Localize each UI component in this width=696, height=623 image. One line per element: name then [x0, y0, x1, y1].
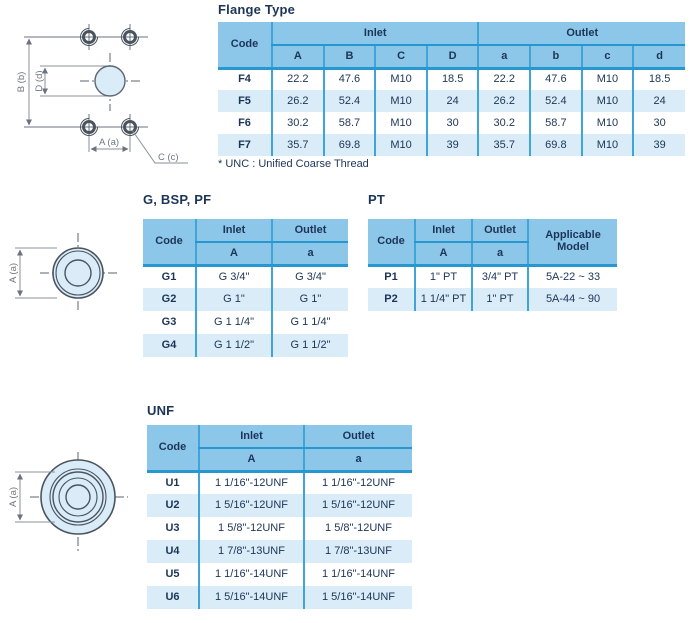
col-header-c: c — [582, 45, 634, 68]
unf-title: UNF — [147, 403, 175, 418]
cell-value: 47.6 — [324, 68, 376, 90]
flange-diagram — [8, 12, 208, 172]
cell-value: 30.2 — [478, 112, 530, 134]
cell-value: 39 — [427, 134, 479, 156]
cell-value: 35.7 — [478, 134, 530, 156]
cell-value: M10 — [375, 90, 427, 112]
cell-value: G 1 1/4" — [272, 311, 348, 334]
col-header-a: a — [272, 242, 348, 265]
table-row — [143, 288, 348, 311]
cell-value: 1 5/8"-12UNF — [199, 517, 304, 540]
row-code: F7 — [218, 134, 272, 156]
pt-table — [368, 219, 617, 311]
g-bsp-pf-table — [143, 219, 348, 357]
row-code: U1 — [165, 476, 180, 489]
col-header-a: a — [304, 448, 412, 471]
cell-value: 24 — [633, 90, 685, 112]
cell-value: 1 5/8"-12UNF — [304, 517, 412, 540]
col-header-outlet: Outlet — [272, 219, 348, 242]
cell-value: G 1 1/4" — [196, 311, 272, 334]
col-header-inlet: Inlet — [272, 22, 478, 45]
row-code: U5 — [165, 568, 180, 581]
cell-value: 39 — [633, 134, 685, 156]
cell-value: 5A-44 ~ 90 — [528, 288, 617, 311]
row-code: U2 — [147, 494, 199, 517]
cell-value: 1 5/16"-14UNF — [304, 586, 412, 609]
header-row-groups — [218, 22, 685, 45]
table-row — [143, 334, 348, 357]
cell-value: 26.2 — [272, 90, 324, 112]
col-header-outlet: Outlet — [472, 219, 528, 242]
cell-value: 1 7/8"-13UNF — [199, 540, 304, 563]
table-row — [368, 288, 617, 311]
cell-value: 26.2 — [478, 90, 530, 112]
cell-value: 69.8 — [530, 134, 582, 156]
row-code: U4 — [147, 540, 199, 563]
cell-value: 58.7 — [324, 112, 376, 134]
cell-value: 30 — [427, 112, 479, 134]
flange-type-title: Flange Type — [218, 2, 296, 17]
cell-value: 1 5/16"-12UNF — [199, 494, 304, 517]
cell-value: 18.5 — [633, 68, 685, 90]
cell-value: 1 1/16"-12UNF — [304, 471, 412, 494]
dim-label-d: D (d) — [34, 70, 45, 92]
row-code: P2 — [368, 288, 415, 311]
row-code: U3 — [165, 522, 180, 535]
dim-label-a: A (a) — [98, 137, 120, 148]
col-header-D: D — [427, 45, 479, 68]
header-row-dims — [218, 45, 685, 68]
header-row-groups — [147, 425, 412, 448]
cell-value: M10 — [582, 68, 634, 90]
dim-label-a: A (a) — [8, 262, 19, 284]
col-header-outlet: Outlet — [304, 425, 412, 448]
table-row — [218, 134, 685, 156]
cell-value: 1 1/16"-14UNF — [199, 563, 304, 586]
cell-value: G 1" — [196, 288, 272, 311]
col-header-code: Code — [147, 425, 199, 471]
col-header-d: d — [633, 45, 685, 68]
table-row — [143, 265, 348, 288]
cell-value: M10 — [375, 112, 427, 134]
cell-value: M10 — [582, 112, 634, 134]
table-row — [147, 586, 412, 609]
col-header-A: A — [272, 45, 324, 68]
dim-label-c: C (c) — [158, 152, 179, 163]
table-row — [143, 311, 348, 334]
col-header-A: A — [199, 448, 304, 471]
col-header-code: Code — [218, 22, 272, 68]
cell-value: M10 — [375, 68, 427, 90]
header-row-groups — [368, 219, 617, 242]
pt-title: PT — [368, 192, 386, 207]
cell-value: M10 — [582, 134, 634, 156]
cell-value: 35.7 — [272, 134, 324, 156]
cell-value: 58.7 — [530, 112, 582, 134]
cell-value: 1 7/8"-13UNF — [304, 540, 412, 563]
row-code: F6 — [238, 116, 251, 129]
unf-table — [147, 425, 412, 609]
row-code: G4 — [143, 334, 196, 357]
row-code: U6 — [147, 586, 199, 609]
header-row-groups — [143, 219, 348, 242]
cell-value: 52.4 — [530, 90, 582, 112]
table-row — [147, 540, 412, 563]
col-header-A: A — [415, 242, 472, 265]
cell-value: 1 1/4" PT — [415, 288, 472, 311]
cell-value: 47.6 — [530, 68, 582, 90]
col-header-inlet: Inlet — [415, 219, 472, 242]
cell-value: 30 — [633, 112, 685, 134]
cell-value: 22.2 — [272, 68, 324, 90]
cell-value: G 1 1/2" — [272, 334, 348, 357]
cell-value: G 3/4" — [272, 265, 348, 288]
cell-value: 1" PT — [415, 265, 472, 288]
cell-value: 5A-22 ~ 33 — [528, 265, 617, 288]
cell-value: 1 1/16"-12UNF — [199, 471, 304, 494]
port-circle — [95, 66, 125, 96]
g-port-diagram — [5, 228, 140, 323]
table-row — [218, 112, 685, 134]
row-code: F5 — [218, 90, 272, 112]
table-row — [147, 471, 412, 494]
col-header-outlet: Outlet — [478, 22, 685, 45]
table-row — [147, 563, 412, 586]
col-header-a: a — [472, 242, 528, 265]
unc-footnote: * UNC : Unified Coarse Thread — [218, 158, 369, 170]
unf-port-diagram — [5, 448, 140, 570]
cell-value: G 3/4" — [196, 265, 272, 288]
col-header-A: A — [196, 242, 272, 265]
cell-value: 1 5/16"-14UNF — [199, 586, 304, 609]
col-header-B: B — [324, 45, 376, 68]
cell-value: 18.5 — [427, 68, 479, 90]
g-bsp-pf-title: G, BSP, PF — [143, 192, 212, 207]
cell-value: G 1" — [272, 288, 348, 311]
col-header-code: Code — [368, 219, 415, 265]
dim-label-b: B (b) — [16, 71, 27, 93]
table-row — [147, 494, 412, 517]
col-header-applicable-model: Applicable Model — [528, 219, 617, 265]
col-header-inlet: Inlet — [196, 219, 272, 242]
table-row — [218, 90, 685, 112]
cell-value: 22.2 — [478, 68, 530, 90]
cell-value: M10 — [375, 134, 427, 156]
cell-value: 1 5/16"-12UNF — [304, 494, 412, 517]
flange-type-table — [218, 22, 685, 156]
cell-value: M10 — [582, 90, 634, 112]
row-code: F4 — [238, 73, 251, 86]
row-code: G1 — [161, 270, 177, 283]
dim-label-a: A (a) — [8, 486, 19, 508]
cell-value: 30.2 — [272, 112, 324, 134]
row-code: G2 — [143, 288, 196, 311]
cell-value: 24 — [427, 90, 479, 112]
row-code: G3 — [161, 316, 177, 329]
table-row — [218, 68, 685, 90]
cell-value: 1 1/16"-14UNF — [304, 563, 412, 586]
cell-value: 1" PT — [472, 288, 528, 311]
col-header-C: C — [375, 45, 427, 68]
table-row — [368, 265, 617, 288]
cell-value: 69.8 — [324, 134, 376, 156]
col-header-code: Code — [143, 219, 196, 265]
col-header-a: a — [478, 45, 530, 68]
cell-value: G 1 1/2" — [196, 334, 272, 357]
col-header-b: b — [530, 45, 582, 68]
cell-value: 52.4 — [324, 90, 376, 112]
row-code: P1 — [384, 270, 398, 283]
cell-value: 3/4" PT — [472, 265, 528, 288]
col-header-inlet: Inlet — [199, 425, 304, 448]
table-row — [147, 517, 412, 540]
